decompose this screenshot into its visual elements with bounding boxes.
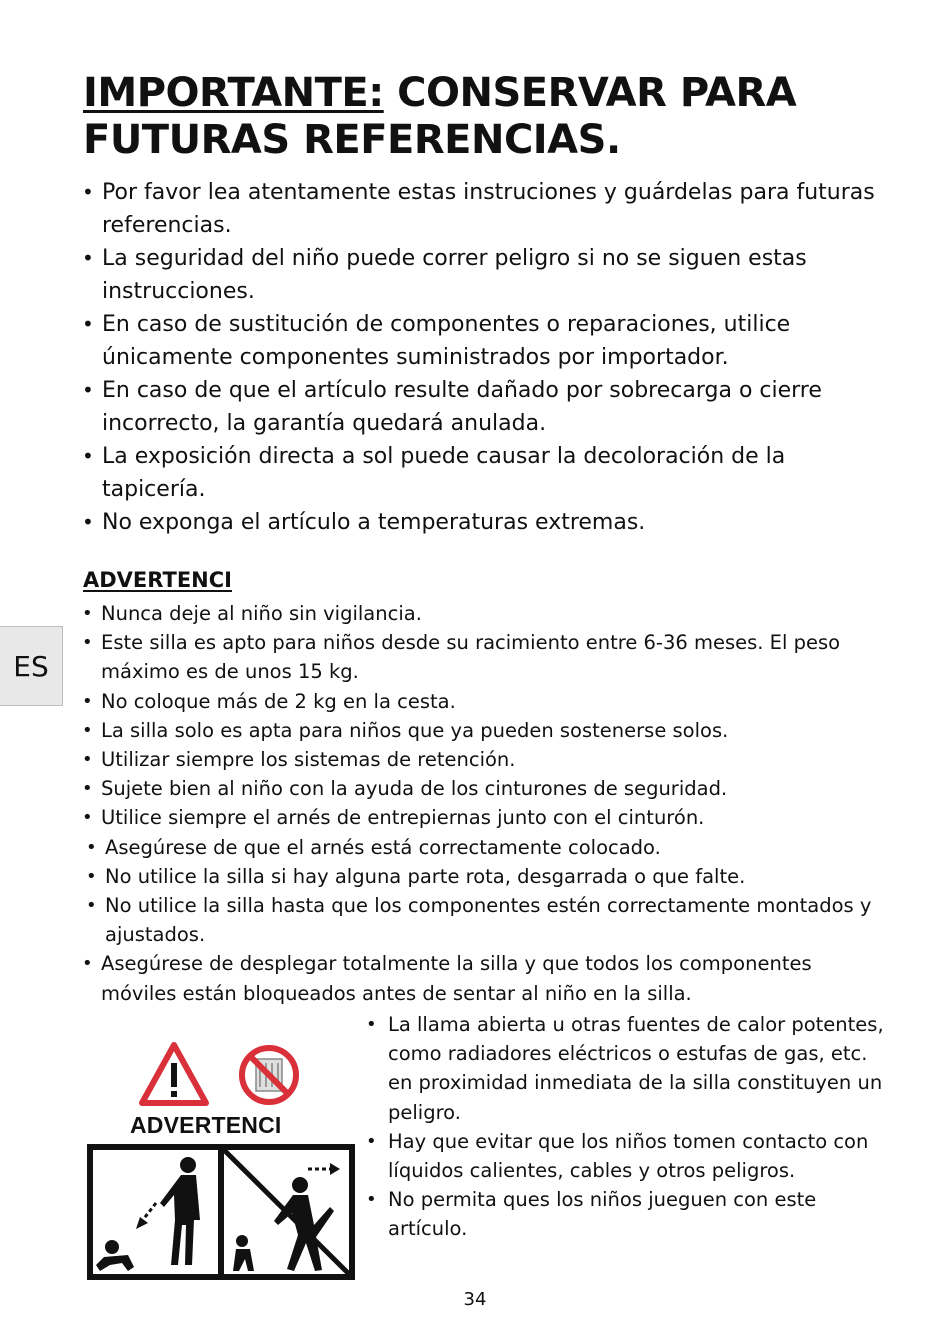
list-item: • La exposición directa a sol puede causar la decoloración de la tapicería. (82, 440, 882, 506)
no-heat-icon (242, 1048, 296, 1102)
list-item: • Sujete bien al niño con la ayuda de los cinturones de seguridad. (82, 774, 887, 803)
list-item: • No utilice la silla hasta que los componentes estén correctamente montados y ajustados. (86, 891, 887, 949)
list-item: • No exponga el artículo a temperaturas extremas. (82, 506, 882, 539)
list-item: • En caso de sustitución de componentes o reparaciones, utilice únicamente componentes suministrados por importador. (82, 308, 882, 374)
title-line2: FUTURAS REFERENCIAS. (83, 117, 621, 163)
title-underlined: IMPORTANTE: (83, 70, 384, 116)
list-item: • No utilice la silla si hay alguna parte rota, desgarrada o que falte. (86, 862, 887, 891)
title-rest: CONSERVAR PARA (383, 70, 797, 116)
list-item: • Por favor lea atentamente estas instruciones y guárdelas para futuras referencias. (82, 176, 882, 242)
graphic-label: ADVERTENCI (130, 1112, 282, 1138)
list-item: • Utilizar siempre los sistemas de retención. (82, 745, 887, 774)
list-item: • No permita ques los niños jueguen con este artículo. (366, 1185, 886, 1243)
hazard-triangle-icon (142, 1045, 206, 1103)
list-item: • En caso de que el artículo resulte dañado por sobrecarga o cierre incorrecto, la garantía quedará anulada. (82, 374, 882, 440)
page-number: 34 (463, 1289, 487, 1310)
page-title (83, 70, 903, 164)
list-item: • La llama abierta u otras fuentes de calor potentes, como radiadores eléctricos o estufas de gas, etc. en proximidad inmediata de la silla constituyen un peligro. (366, 1010, 886, 1127)
list-item: • Nunca deje al niño sin vigilancia. (82, 599, 887, 628)
list-item: • Utilice siempre el arnés de entrepiernas junto con el cinturón. (82, 803, 887, 832)
warning-graphic (78, 1035, 358, 1285)
warning-heading: ADVERTENCI (83, 568, 232, 592)
heat-warning-list (366, 1010, 886, 1244)
list-item: • Asegúrese de desplegar totalmente la silla y que todos los componentes móviles están bloqueados antes de sentar al niño en la silla. (82, 949, 887, 1007)
important-list (82, 176, 882, 539)
language-tab: ES (0, 626, 63, 706)
adult-supervising-icon (96, 1157, 200, 1271)
list-item: • No coloque más de 2 kg en la cesta. (82, 687, 887, 716)
list-item: • La seguridad del niño puede correr peligro si no se siguen estas instrucciones. (82, 242, 882, 308)
adult-leaving-icon (233, 1163, 340, 1271)
list-item: • Asegúrese de que el arnés está correctamente colocado. (86, 833, 887, 862)
list-item: • Hay que evitar que los niños tomen contacto con líquidos calientes, cables y otros peligros. (366, 1127, 886, 1185)
list-item: • Este silla es apto para niños desde su racimiento entre 6-36 meses. El peso máximo es de unos 15 kg. (82, 628, 887, 686)
list-item: • La silla solo es apta para niños que ya pueden sostenerse solos. (82, 716, 887, 745)
warning-list (82, 599, 887, 1008)
